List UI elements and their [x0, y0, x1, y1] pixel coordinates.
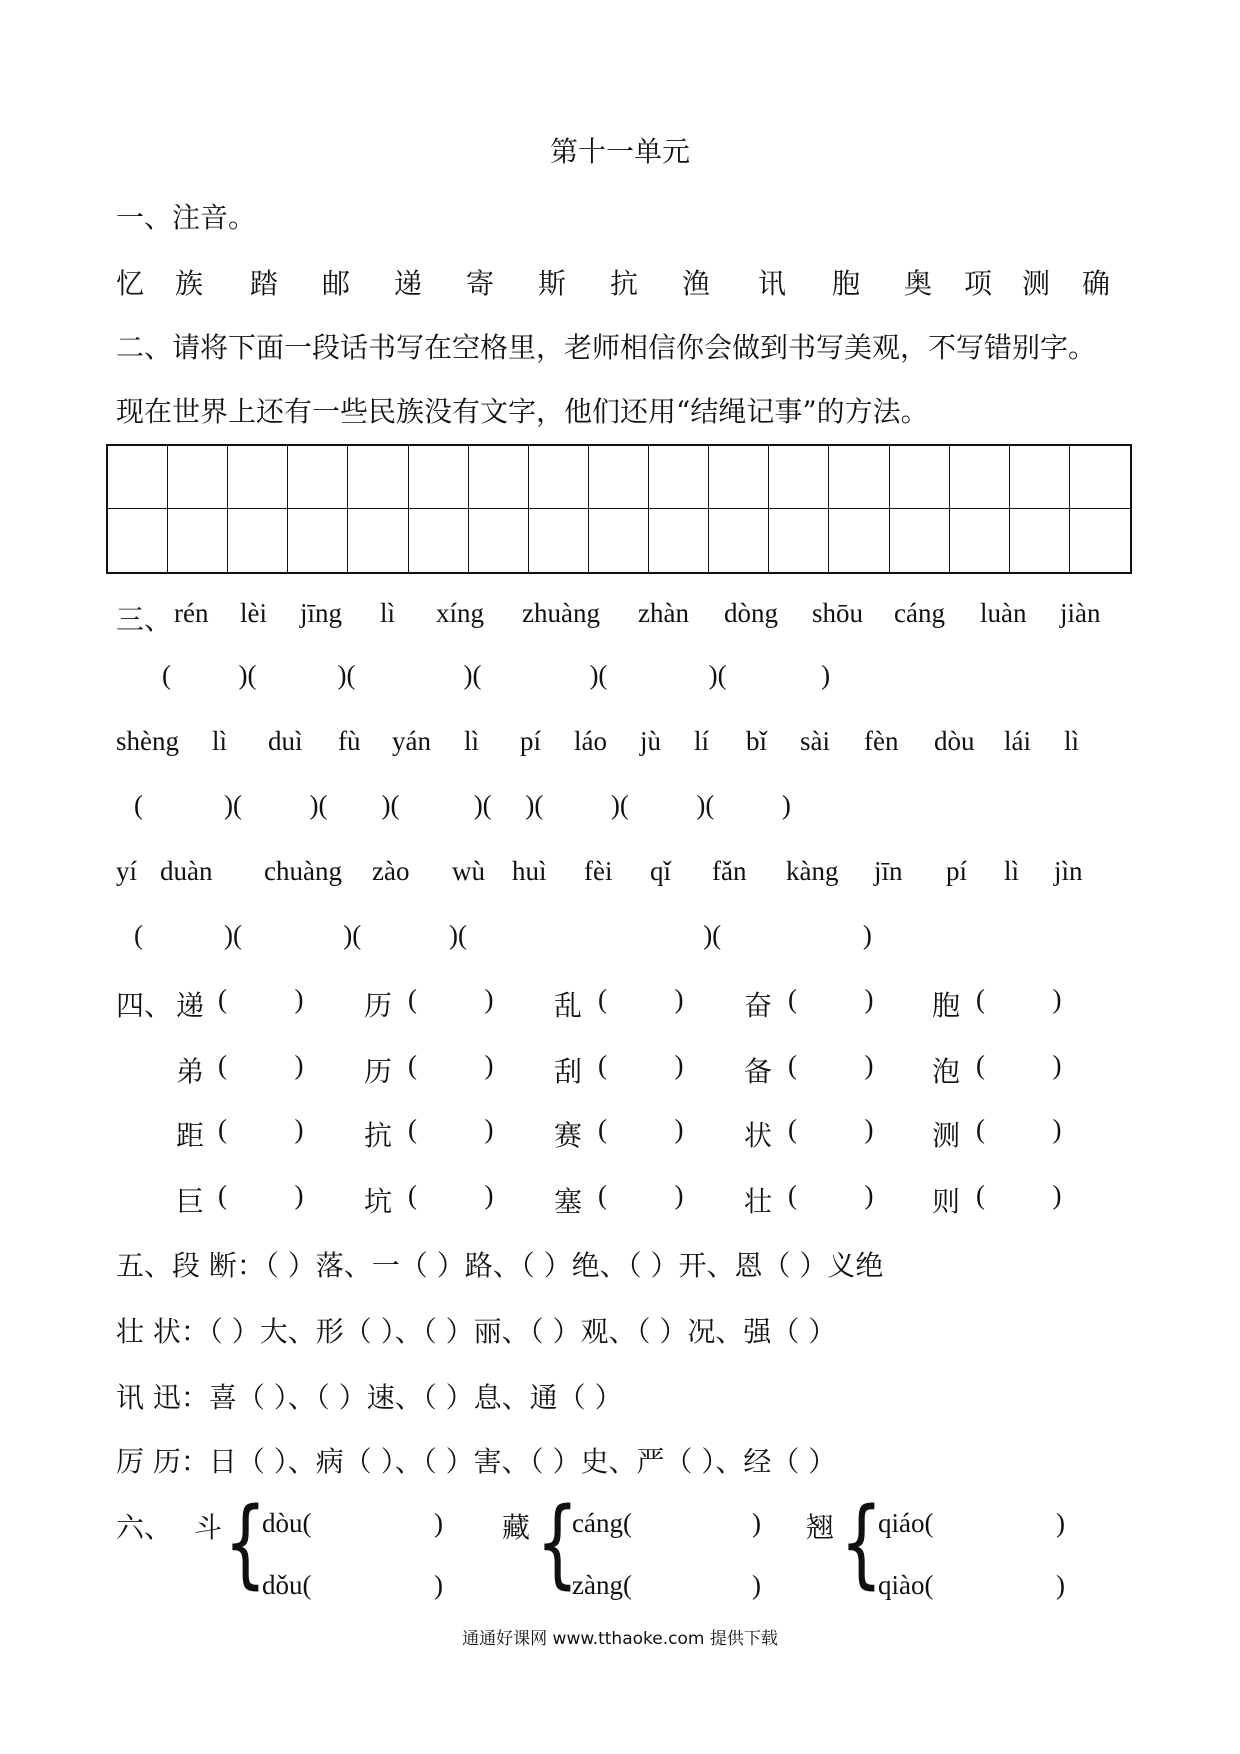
char-item: 寄 — [466, 267, 495, 300]
pinyin-item: lèi — [240, 598, 267, 628]
compare-char: 壮 — [744, 1185, 773, 1218]
bracket-blank[interactable]: ) — [1056, 1508, 1065, 1538]
bracket-blank[interactable]: ) — [752, 1508, 761, 1538]
bracket-blank[interactable]: ( ) — [408, 1180, 494, 1210]
compare-char: 巨 — [176, 1185, 205, 1218]
pinyin-item: chuàng — [264, 856, 342, 886]
grid-cell[interactable] — [409, 446, 469, 509]
grid-cell[interactable] — [529, 509, 589, 572]
grid-cell[interactable] — [829, 509, 889, 572]
pinyin-item: shōu — [812, 598, 864, 628]
grid-cell[interactable] — [709, 509, 769, 572]
bracket-blank[interactable]: ( ) — [788, 1050, 874, 1080]
brace-icon: { — [536, 1487, 579, 1599]
polyphone-char: 斗 — [194, 1511, 223, 1544]
pinyin-item: wù — [452, 856, 485, 886]
polyphone-reading: dòu( — [262, 1508, 312, 1538]
grid-cell[interactable] — [469, 509, 529, 572]
compare-char: 状 — [744, 1119, 773, 1152]
bracket-blank[interactable]: ( ) — [408, 984, 494, 1014]
bracket-blank[interactable]: ) — [434, 1508, 443, 1538]
char-item: 族 — [175, 267, 204, 300]
pinyin-item: qǐ — [650, 856, 672, 886]
pinyin-item: fǎn — [712, 856, 747, 886]
grid-cell[interactable] — [1010, 509, 1070, 572]
polyphone-reading: qiáo( — [878, 1508, 934, 1538]
grid-cell[interactable] — [529, 446, 589, 509]
section5-line: 厉 历：日（ ）、病（ ）、（ ）害、（ ）史、严（ ）、经（ ） — [116, 1445, 837, 1478]
compare-char: 乱 — [554, 989, 583, 1022]
bracket-blank[interactable]: ( ) — [788, 1180, 874, 1210]
section4-label: 四、 — [116, 989, 173, 1022]
bracket-blank[interactable]: ( ) — [408, 1050, 494, 1080]
compare-char: 泡 — [932, 1055, 961, 1088]
bracket-blank[interactable]: ( ) — [218, 984, 304, 1014]
compare-char: 刮 — [554, 1055, 583, 1088]
bracket-blank[interactable]: ) — [752, 1570, 761, 1600]
grid-cell[interactable] — [950, 446, 1010, 509]
pinyin-item: dòu — [934, 726, 975, 756]
grid-cell[interactable] — [1010, 446, 1070, 509]
pinyin-item: lái — [1004, 726, 1031, 756]
section6-label: 六、 — [116, 1511, 173, 1544]
pinyin-item: lì — [1064, 726, 1080, 756]
pinyin-item: cáng — [894, 598, 945, 628]
char-item: 邮 — [322, 267, 351, 300]
pinyin-item: yán — [392, 726, 431, 756]
char-item: 斯 — [538, 267, 567, 300]
bracket-blank[interactable]: ( ) — [218, 1114, 304, 1144]
compare-char: 历 — [364, 989, 393, 1022]
pinyin-item: bǐ — [746, 726, 768, 756]
pinyin-item: jiàn — [1060, 598, 1101, 628]
polyphone-char: 翘 — [806, 1511, 835, 1544]
grid-cell[interactable] — [288, 446, 348, 509]
grid-cell[interactable] — [890, 509, 950, 572]
pinyin-item: yí — [116, 856, 138, 886]
pinyin-item: duàn — [160, 856, 213, 886]
grid-cell[interactable] — [108, 509, 168, 572]
char-item: 渔 — [682, 267, 711, 300]
compare-char: 递 — [176, 989, 205, 1022]
section2-sentence: 现在世界上还有一些民族没有文字，他们还用“结绳记事”的方法。 — [116, 395, 929, 428]
grid-cell[interactable] — [589, 509, 649, 572]
pinyin-item: shèng — [116, 726, 179, 756]
char-item: 踏 — [250, 267, 279, 300]
pinyin-item: lì — [1004, 856, 1020, 886]
bracket-blank[interactable]: ( ) — [976, 1180, 1062, 1210]
bracket-blank[interactable]: ( ) — [976, 984, 1062, 1014]
compare-char: 胞 — [932, 989, 961, 1022]
section2-heading: 二、请将下面一段话书写在空格里，老师相信你会做到书写美观，不写错别字。 — [116, 331, 1097, 364]
bracket-blank[interactable]: ( ) — [788, 984, 874, 1014]
bracket-blank[interactable]: ( ) — [976, 1050, 1062, 1080]
char-item: 确 — [1082, 267, 1111, 300]
pinyin-item: pí — [520, 726, 542, 756]
pinyin-item: fèi — [584, 856, 613, 886]
compare-char: 赛 — [554, 1119, 583, 1152]
bracket-blank[interactable]: ( ) — [976, 1114, 1062, 1144]
grid-cell[interactable] — [348, 446, 408, 509]
compare-char: 测 — [932, 1119, 961, 1152]
compare-char: 历 — [364, 1055, 393, 1088]
compare-char: 备 — [744, 1055, 773, 1088]
grid-cell[interactable] — [709, 446, 769, 509]
pinyin-item: duì — [268, 726, 303, 756]
pinyin-item: lì — [464, 726, 480, 756]
section5-line: 五、段 断：（ ）落、一（ ）路、（ ）绝、（ ）开、恩（ ）义绝 — [116, 1249, 884, 1282]
polyphone-reading: zàng( — [572, 1570, 632, 1600]
page-title: 第十一单元 — [549, 135, 690, 168]
section5-line: 壮 状：（ ）大、形（ ）、（ ）丽、（ ）观、（ ）况、强（ ） — [116, 1315, 837, 1348]
bracket-blank[interactable]: ( ) — [598, 1180, 684, 1210]
writing-grid[interactable] — [106, 444, 1132, 574]
pinyin-item: lì — [380, 598, 396, 628]
polyphone-reading: cáng( — [572, 1508, 632, 1538]
pinyin-item: jìn — [1054, 856, 1083, 886]
bracket-blank[interactable]: ( ) — [788, 1114, 874, 1144]
compare-char: 则 — [932, 1185, 961, 1218]
char-item: 奥 — [904, 267, 933, 300]
grid-cell[interactable] — [469, 446, 529, 509]
grid-cell[interactable] — [649, 446, 709, 509]
section1-heading: 一、注音。 — [116, 201, 257, 234]
answer-brackets-row1[interactable]: ( )( )( )( )( )( ) — [162, 660, 831, 690]
pinyin-item: zhuàng — [522, 598, 600, 628]
grid-cell[interactable] — [228, 446, 288, 509]
grid-cell[interactable] — [108, 446, 168, 509]
bracket-blank[interactable]: ) — [434, 1570, 443, 1600]
compare-char: 弟 — [176, 1055, 205, 1088]
grid-cell[interactable] — [409, 509, 469, 572]
bracket-blank[interactable]: ( ) — [218, 1050, 304, 1080]
answer-brackets-row3[interactable]: ( )( )( )( )( ) — [134, 920, 872, 950]
answer-brackets-row2[interactable]: ( )( )( )( )( )( )( )( ) — [134, 790, 791, 820]
grid-cell[interactable] — [168, 509, 228, 572]
pinyin-item: fù — [338, 726, 361, 756]
section5-line: 讯 迅：喜（ ）、（ ）速、（ ）息、通（ ） — [116, 1381, 623, 1414]
compare-char: 塞 — [554, 1185, 583, 1218]
pinyin-item: pí — [946, 856, 968, 886]
pinyin-item: jīn — [874, 856, 903, 886]
grid-cell[interactable] — [348, 509, 408, 572]
grid-cell[interactable] — [589, 446, 649, 509]
pinyin-item: jīng — [300, 598, 343, 628]
brace-icon: { — [840, 1487, 883, 1599]
pinyin-item: kàng — [786, 856, 839, 886]
polyphone-reading: dǒu( — [262, 1570, 312, 1600]
compare-char: 距 — [176, 1119, 205, 1152]
bracket-blank[interactable]: ( ) — [598, 1114, 684, 1144]
grid-cell[interactable] — [769, 509, 829, 572]
grid-cell[interactable] — [649, 509, 709, 572]
grid-cell[interactable] — [890, 446, 950, 509]
pinyin-item: xíng — [436, 598, 485, 628]
grid-cell[interactable] — [1070, 446, 1130, 509]
char-item: 抗 — [610, 267, 639, 300]
grid-cell[interactable] — [1070, 509, 1130, 572]
pinyin-item: sài — [800, 726, 830, 756]
bracket-blank[interactable]: ( ) — [598, 1050, 684, 1080]
pinyin-item: lí — [694, 726, 710, 756]
bracket-blank[interactable]: ) — [1056, 1570, 1065, 1600]
pinyin-item: dòng — [724, 598, 778, 628]
char-item: 胞 — [832, 267, 861, 300]
pinyin-item: zhàn — [638, 598, 689, 628]
grid-cell[interactable] — [769, 446, 829, 509]
section3-label: 三、 — [116, 603, 173, 636]
char-item: 项 — [964, 267, 993, 300]
bracket-blank[interactable]: ( ) — [408, 1114, 494, 1144]
char-item: 讯 — [758, 267, 787, 300]
char-item: 忆 — [116, 267, 145, 300]
pinyin-item: láo — [574, 726, 607, 756]
grid-cell[interactable] — [950, 509, 1010, 572]
pinyin-item: rén — [174, 598, 209, 628]
grid-cell[interactable] — [168, 446, 228, 509]
pinyin-item: huì — [512, 856, 547, 886]
pinyin-item: jù — [640, 726, 662, 756]
polyphone-reading: qiào( — [878, 1570, 934, 1600]
grid-cell[interactable] — [829, 446, 889, 509]
pinyin-item: zào — [372, 856, 410, 886]
pinyin-item: lì — [212, 726, 228, 756]
compare-char: 坑 — [364, 1185, 393, 1218]
bracket-blank[interactable]: ( ) — [218, 1180, 304, 1210]
footer-text: 通通好课网 www.tthaoke.com 提供下载 — [462, 1629, 778, 1649]
bracket-blank[interactable]: ( ) — [598, 984, 684, 1014]
polyphone-char: 藏 — [502, 1511, 531, 1544]
char-item: 测 — [1022, 267, 1051, 300]
grid-cell[interactable] — [228, 509, 288, 572]
pinyin-item: luàn — [980, 598, 1027, 628]
char-item: 递 — [394, 267, 423, 300]
grid-cell[interactable] — [288, 509, 348, 572]
compare-char: 奋 — [744, 989, 773, 1022]
compare-char: 抗 — [364, 1119, 393, 1152]
brace-icon: { — [224, 1487, 267, 1599]
pinyin-item: fèn — [864, 726, 899, 756]
